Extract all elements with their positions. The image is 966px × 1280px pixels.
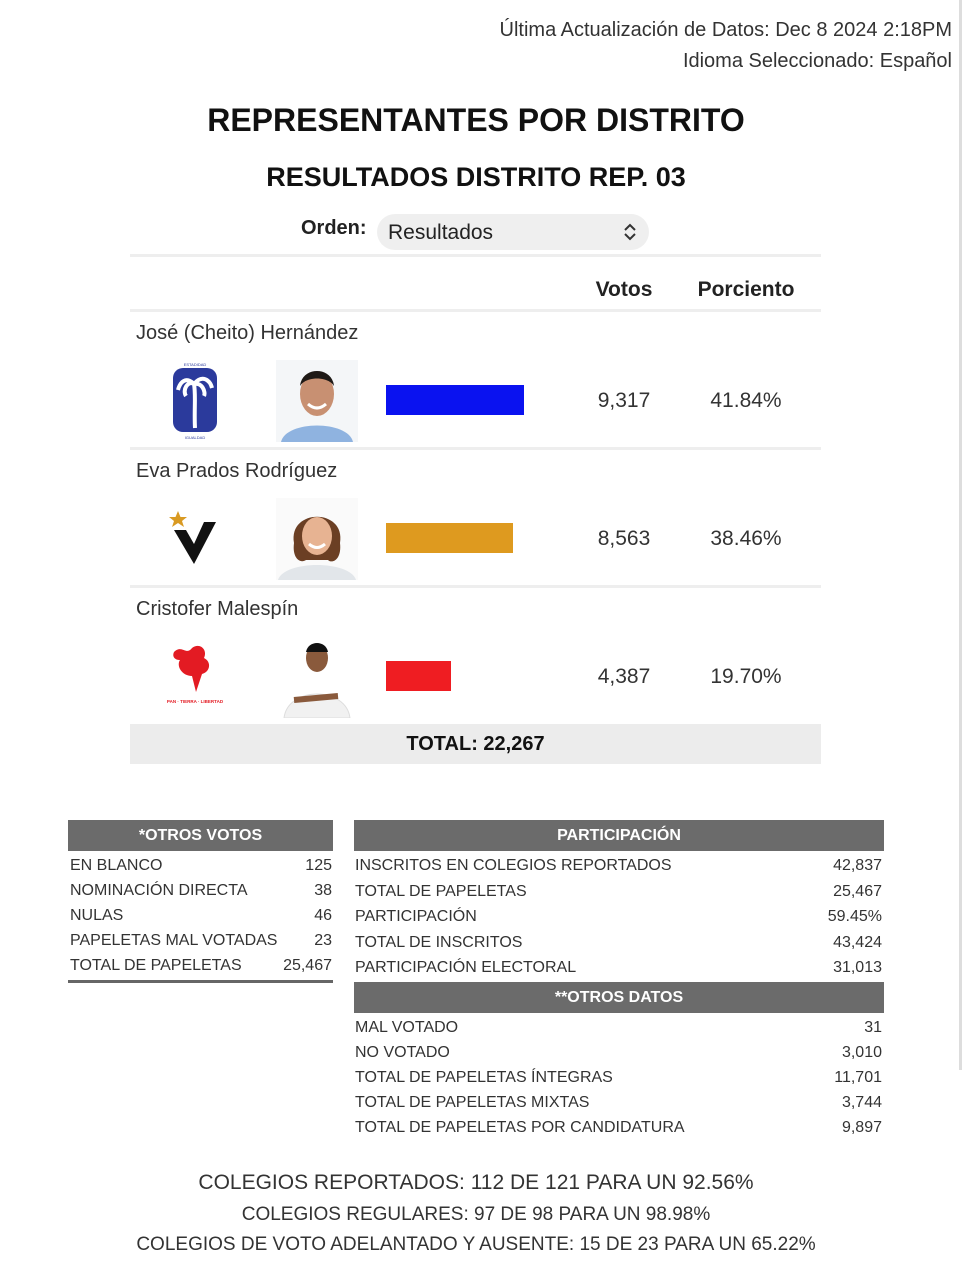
row-label: NULAS <box>70 907 124 924</box>
vote-share-bar <box>386 385 524 415</box>
selected-language: Idioma Seleccionado: Español <box>682 50 952 72</box>
svg-text:ESTADIDAD: ESTADIDAD <box>183 362 207 367</box>
candidate-votes: 4,387 <box>597 665 651 688</box>
votes-column-header: Votos <box>595 278 653 301</box>
table-row <box>355 1015 882 1040</box>
row-label: TOTAL DE INSCRITOS <box>355 933 523 951</box>
table-row <box>70 903 332 928</box>
table-row <box>355 1040 882 1065</box>
page-title: REPRESENTANTES POR DISTRITO <box>207 102 745 138</box>
scrollbar[interactable] <box>959 0 962 1070</box>
table-row <box>70 853 332 878</box>
candidate-photo <box>276 498 358 580</box>
row-label: TOTAL DE PAPELETAS ÍNTEGRAS <box>355 1069 613 1086</box>
total-votes: TOTAL: 22,267 <box>130 724 821 764</box>
row-value: 42,837 <box>833 857 882 874</box>
district-subtitle: RESULTADOS DISTRITO REP. 03 <box>266 162 686 192</box>
table-row <box>355 930 882 955</box>
row-label: PAPELETAS MAL VOTADAS <box>70 932 278 949</box>
divider <box>130 447 821 450</box>
row-value: 25,467 <box>283 957 332 974</box>
colegios-voto-adelantado: COLEGIOS DE VOTO ADELANTADO Y AUSENTE: 15 DE 23 PARA UN 65.22% <box>136 1234 816 1255</box>
party-logo-pava-icon <box>160 636 230 718</box>
candidate-percent: 19.70% <box>710 665 782 688</box>
candidate-name: José (Cheito) Hernández <box>136 322 359 344</box>
party-logo-palm-icon <box>160 360 230 442</box>
row-value: 3,744 <box>841 1094 882 1111</box>
candidate-percent: 41.84% <box>710 389 782 412</box>
row-label: TOTAL DE PAPELETAS <box>355 882 527 900</box>
party-logo-check-star-icon <box>160 498 230 580</box>
row-value: 3,010 <box>841 1044 882 1061</box>
chevron-updown-icon <box>623 223 637 241</box>
otros-datos-header: **OTROS DATOS <box>354 982 884 1013</box>
table-row <box>355 1065 882 1090</box>
candidate-photo <box>276 360 358 442</box>
table-row <box>355 904 882 929</box>
candidate-photo <box>276 636 358 718</box>
row-label: PARTICIPACIÓN <box>355 908 477 925</box>
table-row <box>70 928 332 953</box>
otros-votos-header: *OTROS VOTOS <box>68 820 333 851</box>
row-value: 11,701 <box>834 1069 882 1086</box>
last-update: Última Actualización de Datos: Dec 8 2024 2:18PM <box>499 19 952 41</box>
colegios-reportados: COLEGIOS REPORTADOS: 112 DE 121 PARA UN 92.56% <box>198 1171 754 1194</box>
row-value: 125 <box>305 857 332 874</box>
colegios-regulares: COLEGIOS REGULARES: 97 DE 98 PARA UN 98.98% <box>241 1204 711 1225</box>
table-row <box>355 853 882 878</box>
row-value: 9,897 <box>841 1119 882 1136</box>
row-value: 43,424 <box>833 933 882 951</box>
row-label: TOTAL DE PAPELETAS POR CANDIDATURA <box>355 1119 685 1136</box>
vote-share-bar <box>386 661 451 691</box>
table-bottom-rule <box>68 980 333 983</box>
order-select-value: Resultados <box>388 221 494 244</box>
candidate-name: Eva Prados Rodríguez <box>136 460 338 482</box>
row-label: PARTICIPACIÓN ELECTORAL <box>355 959 577 976</box>
row-value: 38 <box>314 882 332 899</box>
candidate-votes: 8,563 <box>597 527 651 550</box>
table-row <box>355 955 882 980</box>
table-row <box>355 1115 882 1140</box>
row-value: 59.45% <box>827 908 882 925</box>
row-value: 31,013 <box>833 959 882 976</box>
row-label: TOTAL DE PAPELETAS <box>70 957 242 974</box>
table-row <box>355 879 882 904</box>
participacion-header: PARTICIPACIÓN <box>354 820 884 851</box>
candidate-percent: 38.46% <box>710 527 782 550</box>
order-label: Orden: <box>301 217 367 239</box>
row-label: TOTAL DE PAPELETAS MIXTAS <box>355 1094 590 1111</box>
row-value: 23 <box>314 932 332 949</box>
row-label: EN BLANCO <box>70 857 163 874</box>
row-value: 25,467 <box>833 882 882 900</box>
candidate-votes: 9,317 <box>597 389 651 412</box>
row-label: NO VOTADO <box>355 1044 450 1061</box>
table-row <box>70 878 332 903</box>
table-row <box>355 1090 882 1115</box>
divider <box>130 309 821 312</box>
order-select[interactable] <box>377 214 649 250</box>
vote-share-bar <box>386 523 513 553</box>
divider <box>130 254 821 257</box>
row-value: 46 <box>314 907 332 924</box>
svg-text:IGUALDAD: IGUALDAD <box>184 435 206 440</box>
table-row <box>70 953 332 978</box>
row-label: INSCRITOS EN COLEGIOS REPORTADOS <box>355 857 672 874</box>
row-value: 31 <box>864 1019 882 1036</box>
candidate-name: Cristofer Malespín <box>136 598 299 620</box>
percent-column-header: Porciento <box>697 278 795 301</box>
divider <box>130 585 821 588</box>
row-label: MAL VOTADO <box>355 1019 459 1036</box>
row-label: NOMINACIÓN DIRECTA <box>70 882 248 899</box>
svg-text:PAN · TIERRA · LIBERTAD: PAN · TIERRA · LIBERTAD <box>166 699 224 704</box>
